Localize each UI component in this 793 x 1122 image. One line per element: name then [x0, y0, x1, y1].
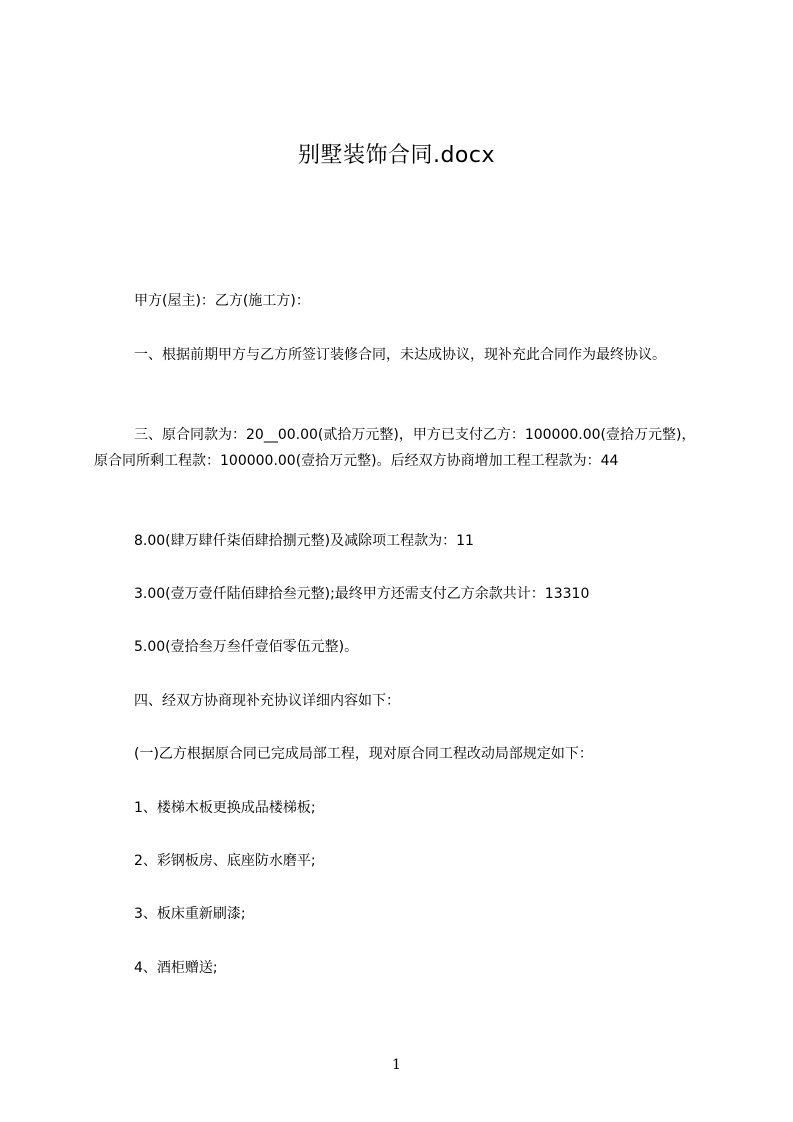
paragraph-parties: 甲方(屋主)：乙方(施工方)：: [134, 293, 310, 309]
paragraph-deduction-amount: 3.00(壹万壹仟陆佰肆拾叁元整);最终甲方还需支付乙方余款共计：13310: [134, 586, 590, 602]
paragraph-clause-four: 四、经双方协商现补充协议详细内容如下：: [134, 693, 400, 709]
list-item-2: 2、彩钢板房、底座防水磨平;: [134, 853, 316, 869]
list-item-3: 3、板床重新刷漆;: [134, 906, 246, 922]
paragraph-subclause-one: (一)乙方根据原合同已完成局部工程，现对原合同工程改动局部规定如下：: [134, 746, 593, 762]
list-item-4: 4、酒柜赠送;: [134, 960, 218, 976]
paragraph-clause-three: 三、原合同款为：20__00.00(贰拾万元整)，甲方已支付乙方：100000.00(壹拾万元整)，原合同所剩工程款：100000.00(壹拾万元整)。后经双方协商增加工程工程款为：44: [94, 427, 696, 469]
list-item-1: 1、楼梯木板更换成品楼梯板;: [134, 800, 316, 816]
paragraph-balance-amount: 5.00(壹拾叁万叁仟壹佰零伍元整)。: [134, 639, 359, 655]
document-title: 别墅装饰合同.docx: [297, 143, 496, 168]
paragraph-increase-amount: 8.00(肆万肆仟柒佰肆拾捌元整)及减除项工程款为：11: [134, 533, 474, 549]
paragraph-clause-one: 一、根据前期甲方与乙方所签订装修合同，未达成协议，现补充此合同作为最终协议。: [134, 347, 666, 363]
page-number: 1: [392, 1057, 401, 1073]
